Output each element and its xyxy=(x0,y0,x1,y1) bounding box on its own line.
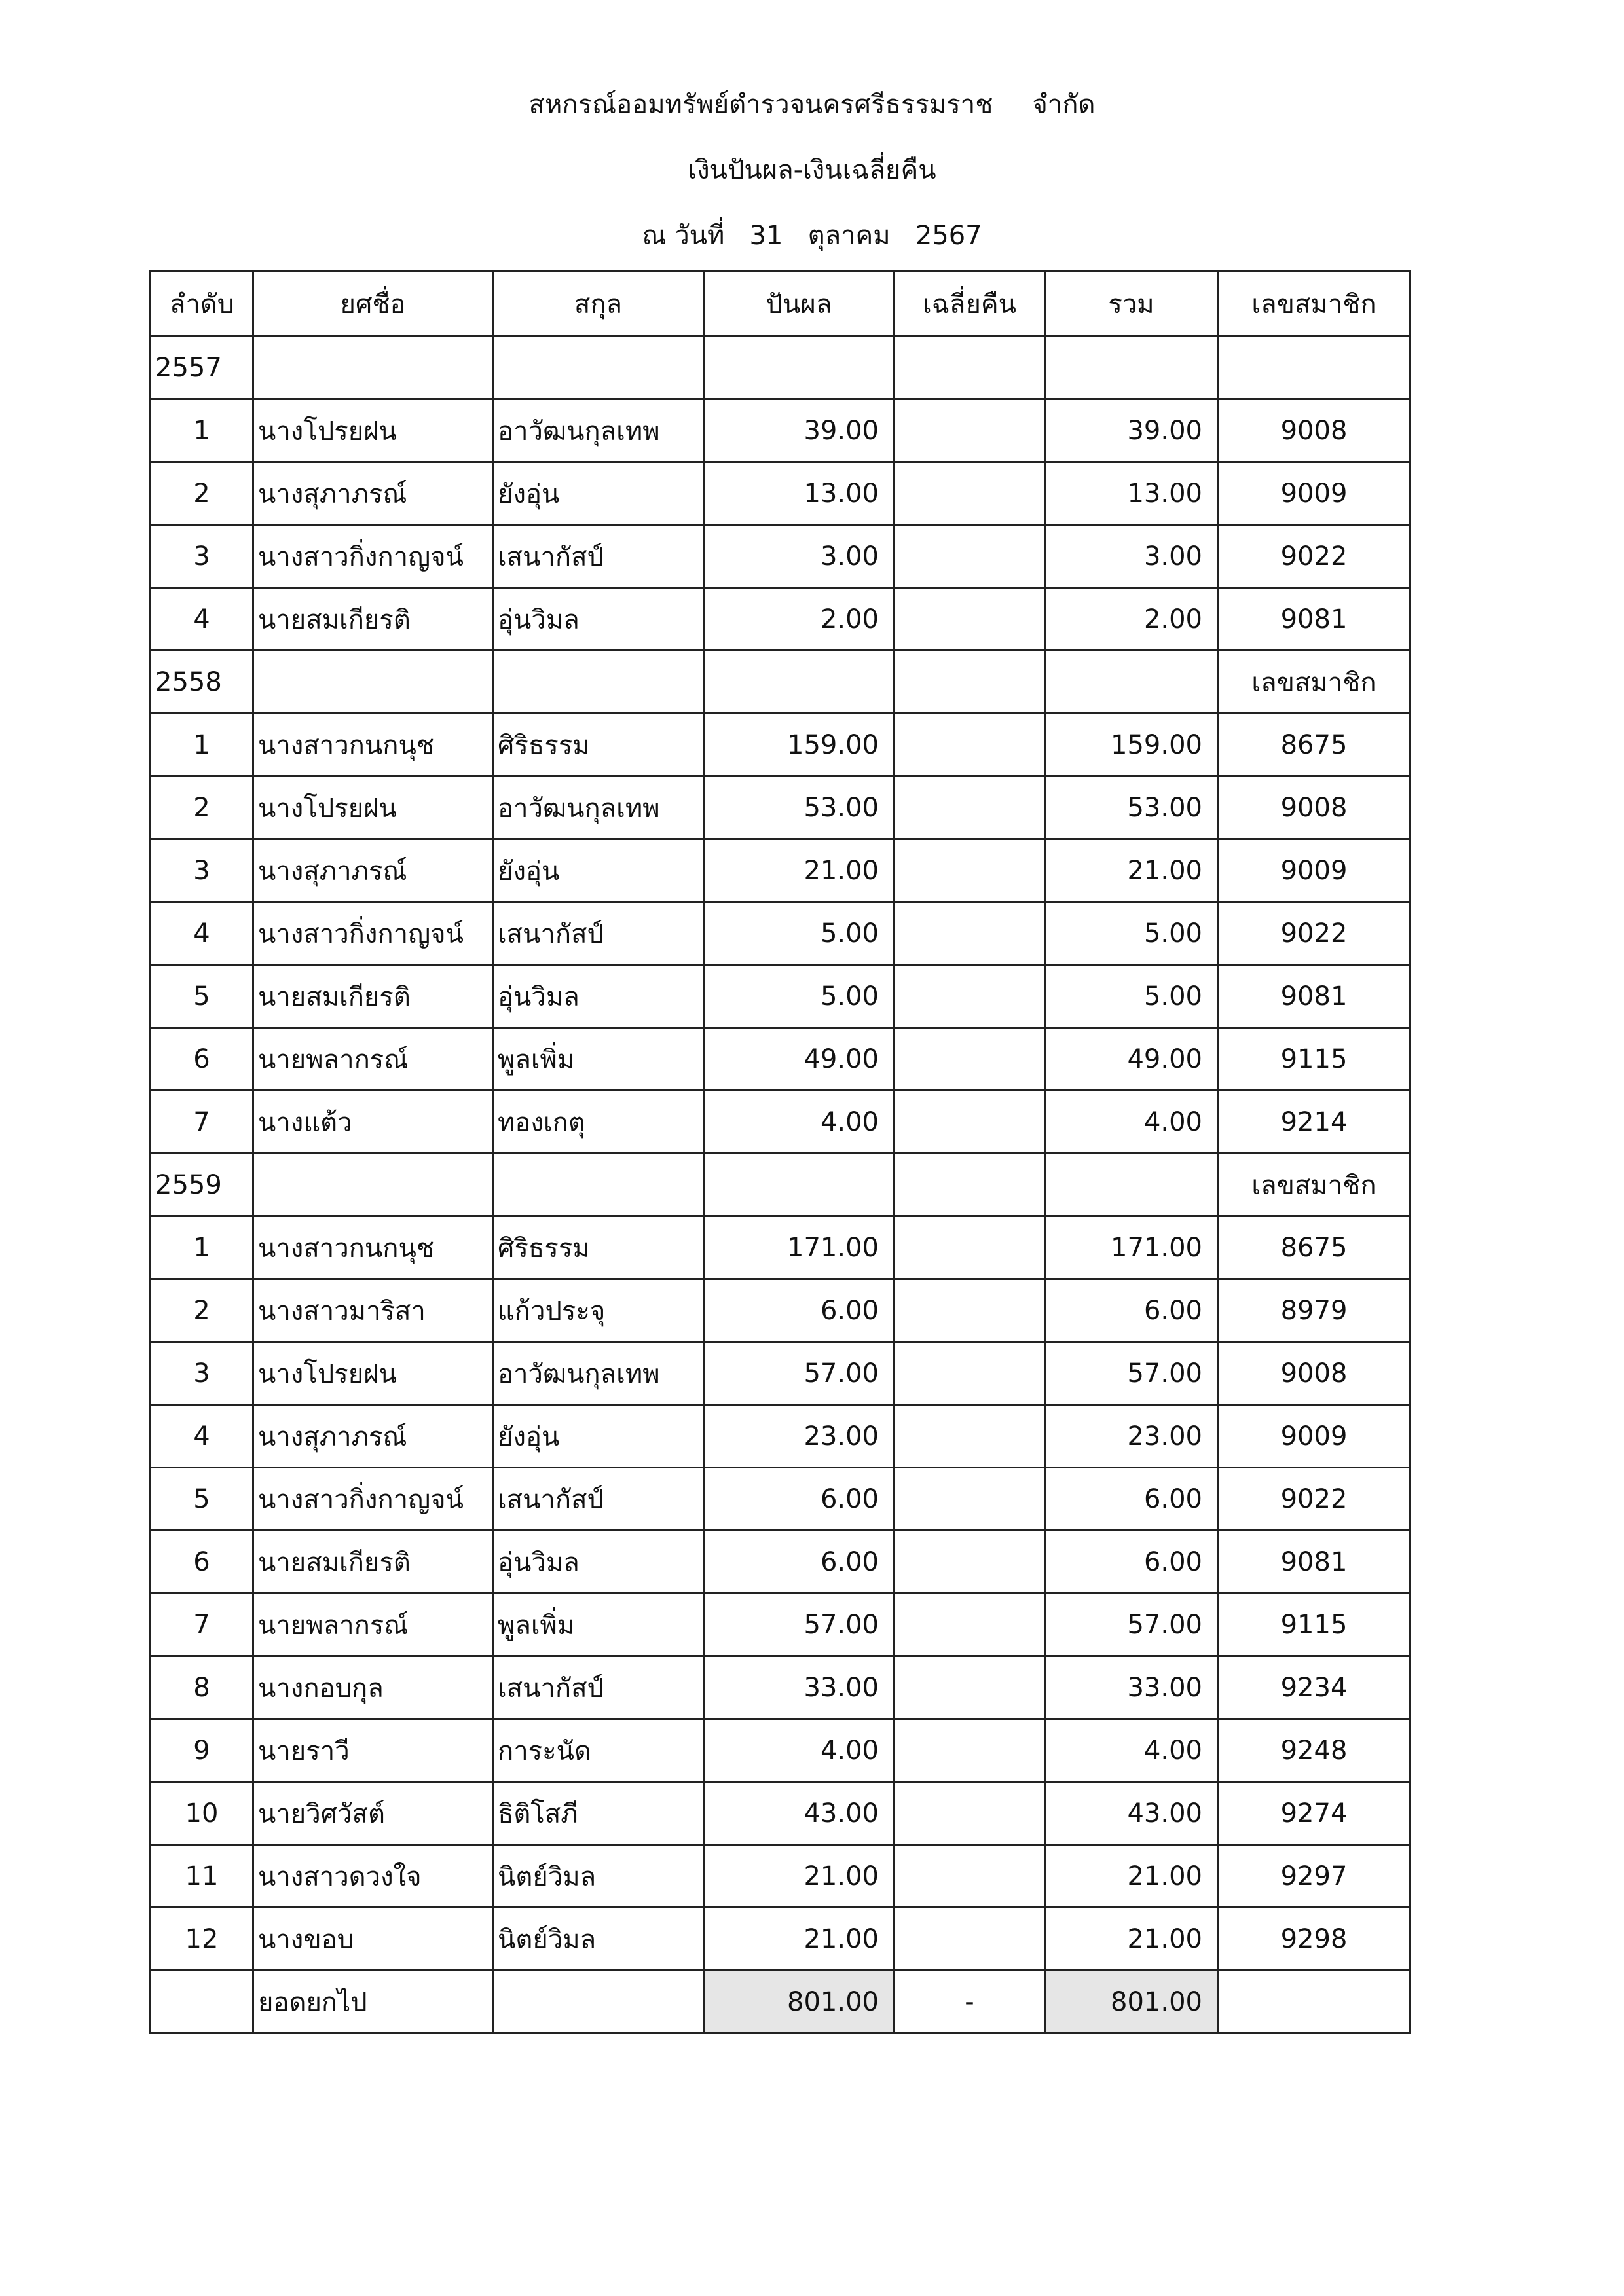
row-surname: เสนากัสป์ xyxy=(493,525,704,588)
row-name: นายวิศวัสต์ xyxy=(253,1782,493,1845)
row-member: 9008 xyxy=(1218,399,1411,462)
row-no: 3 xyxy=(151,525,253,588)
row-surname: แก้วประจุ xyxy=(493,1279,704,1342)
row-member: 9248 xyxy=(1218,1719,1411,1782)
row-refund xyxy=(895,588,1045,651)
row-no: 5 xyxy=(151,965,253,1028)
table-row xyxy=(151,1719,1411,1782)
row-refund xyxy=(895,839,1045,902)
empty-cell xyxy=(895,1154,1045,1216)
empty-cell xyxy=(151,1971,253,2033)
section-member-label xyxy=(1218,337,1411,399)
table-row xyxy=(151,1845,1411,1908)
row-refund xyxy=(895,965,1045,1028)
row-total: 6.00 xyxy=(1045,1279,1218,1342)
row-member: 9297 xyxy=(1218,1845,1411,1908)
date-year: 2567 xyxy=(915,221,982,251)
org-suffix: จำกัด xyxy=(1032,90,1096,120)
row-no: 3 xyxy=(151,1342,253,1405)
row-name: นายราวี xyxy=(253,1719,493,1782)
row-member: 9298 xyxy=(1218,1908,1411,1971)
table-row xyxy=(151,1468,1411,1531)
row-dividend: 159.00 xyxy=(704,714,895,776)
empty-cell xyxy=(1045,651,1218,714)
table-row xyxy=(151,1656,1411,1719)
row-no: 1 xyxy=(151,399,253,462)
empty-cell xyxy=(704,337,895,399)
row-surname: เสนากัสป์ xyxy=(493,902,704,965)
row-dividend: 21.00 xyxy=(704,1908,895,1971)
row-no: 12 xyxy=(151,1908,253,1971)
empty-cell xyxy=(493,337,704,399)
col-header-member: เลขสมาชิก xyxy=(1218,272,1411,337)
table-row xyxy=(151,902,1411,965)
footer-total: 801.00 xyxy=(1045,1971,1218,2033)
date-prefix: ณ วันที่ xyxy=(642,221,725,251)
dividend-table xyxy=(149,270,1411,2034)
row-refund xyxy=(895,1405,1045,1468)
row-member: 9008 xyxy=(1218,1342,1411,1405)
row-name: นายสมเกียรติ xyxy=(253,1531,493,1594)
row-total: 21.00 xyxy=(1045,839,1218,902)
empty-cell xyxy=(253,1154,493,1216)
row-refund xyxy=(895,1594,1045,1656)
row-name: นางโปรยฝน xyxy=(253,399,493,462)
row-refund xyxy=(895,1468,1045,1531)
row-dividend: 4.00 xyxy=(704,1091,895,1154)
empty-cell xyxy=(493,1154,704,1216)
row-total: 4.00 xyxy=(1045,1091,1218,1154)
row-member: 9115 xyxy=(1218,1028,1411,1091)
row-surname: พูลเพิ่ม xyxy=(493,1028,704,1091)
empty-cell xyxy=(1045,1154,1218,1216)
row-dividend: 39.00 xyxy=(704,399,895,462)
table-row xyxy=(151,588,1411,651)
row-surname: นิตย์วิมล xyxy=(493,1845,704,1908)
table-row xyxy=(151,1531,1411,1594)
row-member: 9214 xyxy=(1218,1091,1411,1154)
table-row xyxy=(151,399,1411,462)
table-row xyxy=(151,1594,1411,1656)
row-surname: ยังอุ่น xyxy=(493,462,704,525)
empty-cell xyxy=(253,337,493,399)
row-refund xyxy=(895,1782,1045,1845)
table-row xyxy=(151,1908,1411,1971)
row-surname: อุ่นวิมล xyxy=(493,1531,704,1594)
row-member: 9009 xyxy=(1218,839,1411,902)
row-dividend: 171.00 xyxy=(704,1216,895,1279)
row-dividend: 57.00 xyxy=(704,1594,895,1656)
col-header-dividend: ปันผล xyxy=(704,272,895,337)
row-surname: นิตย์วิมล xyxy=(493,1908,704,1971)
row-total: 21.00 xyxy=(1045,1845,1218,1908)
year-section-row xyxy=(151,337,1411,399)
row-name: นางสาวกิ่งกาญจน์ xyxy=(253,1468,493,1531)
row-member: 9008 xyxy=(1218,776,1411,839)
row-dividend: 21.00 xyxy=(704,839,895,902)
row-no: 10 xyxy=(151,1782,253,1845)
table-row xyxy=(151,1342,1411,1405)
empty-cell xyxy=(1218,1971,1411,2033)
row-no: 6 xyxy=(151,1531,253,1594)
row-refund xyxy=(895,1028,1045,1091)
table-row xyxy=(151,1405,1411,1468)
row-name: นางแต้ว xyxy=(253,1091,493,1154)
row-total: 33.00 xyxy=(1045,1656,1218,1719)
row-no: 2 xyxy=(151,1279,253,1342)
table-header-row xyxy=(151,272,1411,337)
row-no: 5 xyxy=(151,1468,253,1531)
col-header-total: รวม xyxy=(1045,272,1218,337)
row-total: 5.00 xyxy=(1045,965,1218,1028)
row-no: 7 xyxy=(151,1091,253,1154)
row-dividend: 57.00 xyxy=(704,1342,895,1405)
row-name: นายพลากรณ์ xyxy=(253,1028,493,1091)
footer-dividend: 801.00 xyxy=(704,1971,895,2033)
row-no: 2 xyxy=(151,462,253,525)
row-total: 5.00 xyxy=(1045,902,1218,965)
row-dividend: 43.00 xyxy=(704,1782,895,1845)
row-name: นางขอบ xyxy=(253,1908,493,1971)
row-surname: การะนัด xyxy=(493,1719,704,1782)
table-body xyxy=(151,337,1411,2033)
row-no: 9 xyxy=(151,1719,253,1782)
carried-forward-row xyxy=(151,1971,1411,2033)
row-name: นางสาวกิ่งกาญจน์ xyxy=(253,902,493,965)
row-member: 9081 xyxy=(1218,1531,1411,1594)
row-name: นายสมเกียรติ xyxy=(253,965,493,1028)
row-total: 6.00 xyxy=(1045,1468,1218,1531)
row-no: 2 xyxy=(151,776,253,839)
row-no: 4 xyxy=(151,902,253,965)
empty-cell xyxy=(493,1971,704,2033)
row-name: นายพลากรณ์ xyxy=(253,1594,493,1656)
row-dividend: 53.00 xyxy=(704,776,895,839)
row-surname: ยังอุ่น xyxy=(493,1405,704,1468)
row-member: 9115 xyxy=(1218,1594,1411,1656)
empty-cell xyxy=(704,651,895,714)
row-total: 57.00 xyxy=(1045,1594,1218,1656)
row-total: 171.00 xyxy=(1045,1216,1218,1279)
row-member: 9009 xyxy=(1218,462,1411,525)
row-member: 9234 xyxy=(1218,1656,1411,1719)
row-refund xyxy=(895,1845,1045,1908)
document-date xyxy=(0,216,1624,255)
table-row xyxy=(151,1091,1411,1154)
row-name: นางสาวมาริสา xyxy=(253,1279,493,1342)
row-member: 8675 xyxy=(1218,714,1411,776)
table-row xyxy=(151,1279,1411,1342)
row-dividend: 6.00 xyxy=(704,1531,895,1594)
row-member: 9009 xyxy=(1218,1405,1411,1468)
row-total: 53.00 xyxy=(1045,776,1218,839)
row-dividend: 21.00 xyxy=(704,1845,895,1908)
row-name: นางโปรยฝน xyxy=(253,776,493,839)
col-header-no: ลำดับ xyxy=(151,272,253,337)
row-surname: ศิริธรรม xyxy=(493,714,704,776)
row-total: 23.00 xyxy=(1045,1405,1218,1468)
table-row xyxy=(151,839,1411,902)
row-name: นายสมเกียรติ xyxy=(253,588,493,651)
row-dividend: 23.00 xyxy=(704,1405,895,1468)
row-no: 11 xyxy=(151,1845,253,1908)
row-refund xyxy=(895,714,1045,776)
section-member-label: เลขสมาชิก xyxy=(1218,651,1411,714)
row-refund xyxy=(895,1216,1045,1279)
section-year: 2559 xyxy=(151,1154,253,1216)
row-member: 9022 xyxy=(1218,902,1411,965)
row-refund xyxy=(895,399,1045,462)
row-member: 9274 xyxy=(1218,1782,1411,1845)
date-month: ตุลาคม xyxy=(807,221,891,251)
row-surname: เสนากัสป์ xyxy=(493,1468,704,1531)
table-row xyxy=(151,965,1411,1028)
table-row xyxy=(151,462,1411,525)
row-refund xyxy=(895,1531,1045,1594)
table-row xyxy=(151,525,1411,588)
empty-cell xyxy=(895,337,1045,399)
row-dividend: 5.00 xyxy=(704,902,895,965)
row-total: 159.00 xyxy=(1045,714,1218,776)
row-dividend: 49.00 xyxy=(704,1028,895,1091)
row-no: 6 xyxy=(151,1028,253,1091)
row-no: 4 xyxy=(151,1405,253,1468)
row-name: นางสุภาภรณ์ xyxy=(253,1405,493,1468)
row-refund xyxy=(895,1656,1045,1719)
year-section-row xyxy=(151,1154,1411,1216)
row-member: 8675 xyxy=(1218,1216,1411,1279)
table-row xyxy=(151,1782,1411,1845)
row-total: 6.00 xyxy=(1045,1531,1218,1594)
row-total: 43.00 xyxy=(1045,1782,1218,1845)
row-name: นางสาวกิ่งกาญจน์ xyxy=(253,525,493,588)
row-surname: อาวัฒนกุลเทพ xyxy=(493,776,704,839)
row-name: นางสาวดวงใจ xyxy=(253,1845,493,1908)
row-surname: ศิริธรรม xyxy=(493,1216,704,1279)
row-dividend: 13.00 xyxy=(704,462,895,525)
row-refund xyxy=(895,525,1045,588)
row-total: 39.00 xyxy=(1045,399,1218,462)
row-member: 9081 xyxy=(1218,588,1411,651)
row-surname: เสนากัสป์ xyxy=(493,1656,704,1719)
row-refund xyxy=(895,776,1045,839)
row-total: 3.00 xyxy=(1045,525,1218,588)
row-total: 57.00 xyxy=(1045,1342,1218,1405)
col-header-surname: สกุล xyxy=(493,272,704,337)
section-year: 2557 xyxy=(151,337,253,399)
document-subtitle: เงินปันผล-เงินเฉลี่ยคืน xyxy=(688,155,936,185)
row-member: 9022 xyxy=(1218,525,1411,588)
org-title xyxy=(0,85,1624,124)
empty-cell xyxy=(253,651,493,714)
row-dividend: 6.00 xyxy=(704,1279,895,1342)
section-year: 2558 xyxy=(151,651,253,714)
row-total: 2.00 xyxy=(1045,588,1218,651)
row-refund xyxy=(895,1279,1045,1342)
empty-cell xyxy=(704,1154,895,1216)
footer-label: ยอดยกไป xyxy=(253,1971,493,2033)
row-refund xyxy=(895,462,1045,525)
row-total: 49.00 xyxy=(1045,1028,1218,1091)
row-dividend: 33.00 xyxy=(704,1656,895,1719)
date-day: 31 xyxy=(749,221,783,251)
empty-cell xyxy=(493,651,704,714)
table-row xyxy=(151,714,1411,776)
row-name: นางสุภาภรณ์ xyxy=(253,839,493,902)
col-header-name: ยศชื่อ xyxy=(253,272,493,337)
row-name: นางโปรยฝน xyxy=(253,1342,493,1405)
org-name: สหกรณ์ออมทรัพย์ตำรวจนครศรีธรรมราช xyxy=(528,90,993,120)
row-surname: พูลเพิ่ม xyxy=(493,1594,704,1656)
row-refund xyxy=(895,1719,1045,1782)
row-no: 1 xyxy=(151,714,253,776)
row-dividend: 6.00 xyxy=(704,1468,895,1531)
col-header-refund: เฉลี่ยคืน xyxy=(895,272,1045,337)
footer-refund: - xyxy=(895,1971,1045,2033)
row-no: 8 xyxy=(151,1656,253,1719)
row-refund xyxy=(895,1908,1045,1971)
row-surname: ทองเกตุ xyxy=(493,1091,704,1154)
row-dividend: 2.00 xyxy=(704,588,895,651)
row-name: นางสุภาภรณ์ xyxy=(253,462,493,525)
section-member-label: เลขสมาชิก xyxy=(1218,1154,1411,1216)
empty-cell xyxy=(895,651,1045,714)
row-no: 3 xyxy=(151,839,253,902)
row-refund xyxy=(895,902,1045,965)
row-surname: ธิติโสภี xyxy=(493,1782,704,1845)
row-total: 13.00 xyxy=(1045,462,1218,525)
row-no: 1 xyxy=(151,1216,253,1279)
row-refund xyxy=(895,1342,1045,1405)
row-no: 7 xyxy=(151,1594,253,1656)
row-surname: อาวัฒนกุลเทพ xyxy=(493,399,704,462)
row-total: 4.00 xyxy=(1045,1719,1218,1782)
row-dividend: 3.00 xyxy=(704,525,895,588)
row-surname: ยังอุ่น xyxy=(493,839,704,902)
empty-cell xyxy=(1045,337,1218,399)
row-total: 21.00 xyxy=(1045,1908,1218,1971)
row-surname: อาวัฒนกุลเทพ xyxy=(493,1342,704,1405)
row-member: 9081 xyxy=(1218,965,1411,1028)
row-surname: อุ่นวิมล xyxy=(493,588,704,651)
row-no: 4 xyxy=(151,588,253,651)
table-row xyxy=(151,776,1411,839)
table-row xyxy=(151,1028,1411,1091)
row-member: 9022 xyxy=(1218,1468,1411,1531)
row-member: 8979 xyxy=(1218,1279,1411,1342)
row-name: นางสาวกนกนุช xyxy=(253,714,493,776)
row-dividend: 5.00 xyxy=(704,965,895,1028)
row-name: นางกอบกุล xyxy=(253,1656,493,1719)
row-dividend: 4.00 xyxy=(704,1719,895,1782)
row-refund xyxy=(895,1091,1045,1154)
row-name: นางสาวกนกนุช xyxy=(253,1216,493,1279)
table-row xyxy=(151,1216,1411,1279)
year-section-row xyxy=(151,651,1411,714)
row-surname: อุ่นวิมล xyxy=(493,965,704,1028)
